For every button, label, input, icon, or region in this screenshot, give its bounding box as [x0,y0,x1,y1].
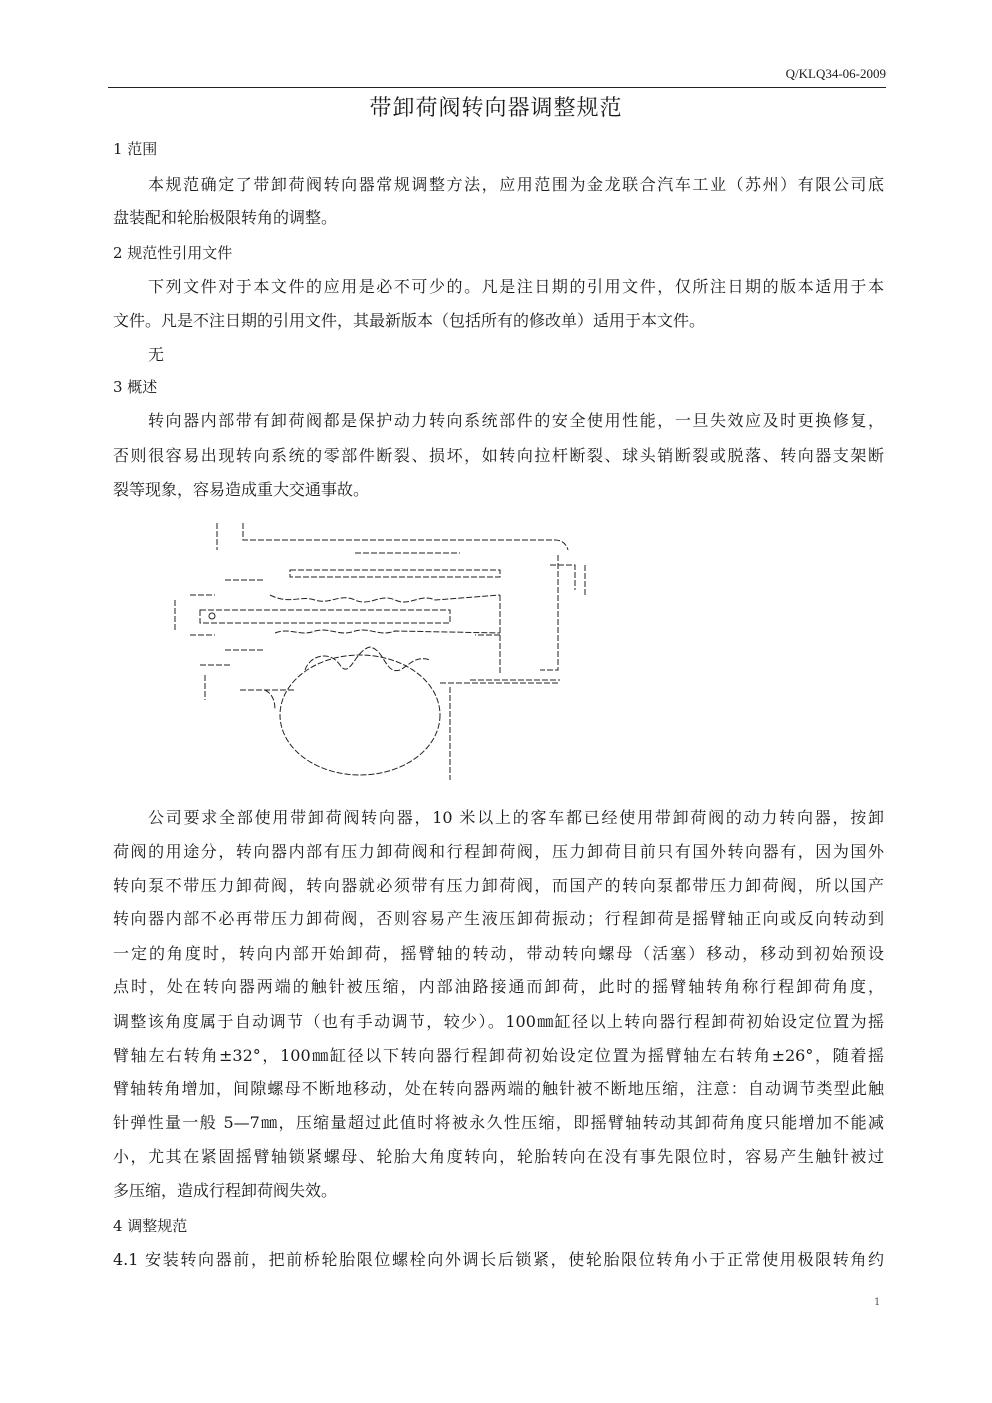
document-number: Q/KLQ34-06-2009 [785,66,886,81]
diagram-right-pipe [540,555,585,670]
diagram-sector-circle [280,655,440,775]
paragraph-line: 臂轴左右转角±32°，100㎜缸径以下转向器行程卸荷初始设定位置为摇臂轴左右转角±26°，随着摇 [113,1046,884,1065]
paragraph-line: 本规范确定了带卸荷阀转向器常规调整方法，应用范围为金龙联合汽车工业（苏州）有限公司底 [148,175,884,194]
diagram-housing-left [175,580,265,700]
diagram-base [240,683,560,780]
section-heading-adjustment: 4 调整规范 [113,1217,188,1235]
paragraph-line: 无 [148,345,165,364]
section-heading-overview: 3 概述 [113,378,158,396]
paragraph-line: 臂轴转角增加，间隙螺母不断地移动，处在转向器两端的触针被不断地压缩，注意：自动调节类型此触 [113,1079,884,1098]
diagram-housing-right [470,595,560,680]
paragraph-line: 否则很容易出现转向系统的零部件断裂、损坏，如转向拉杆断裂、球头销断裂或脱落、转向器支架断 [113,446,884,465]
paragraph-line: 调整该角度属于自动调节（也有手动调节，较少）。100㎜缸径以上转向器行程卸荷初始设定位置为摇 [113,1012,884,1031]
paragraph-line: 点时，处在转向器两端的触针被压缩，内部油路接通而卸荷，此时的摇臂轴转角称行程卸荷角度， [113,977,884,996]
paragraph-line: 文件。凡是不注日期的引用文件，其最新版本（包括所有的修改单）适用于本文件。 [113,311,706,330]
section-heading-scope: 1 范围 [113,140,158,158]
paragraph-line: 转向器内部带有卸荷阀都是保护动力转向系统部件的安全使用性能，一旦失效应及时更换修复， [148,411,884,430]
diagram-top-pipe [217,523,568,550]
paragraph-line: 针弹性量一般 5—7㎜，压缩量超过此值时将被永久性压缩，即摇臂轴转动其卸荷角度只能增加不能减 [113,1113,884,1132]
page-number: 1 [874,1297,881,1308]
paragraph-line: 4.1 安装转向器前，把前桥轮胎限位螺栓向外调长后锁紧，使轮胎限位转角小于正常使用极限转角约 [113,1250,884,1269]
diagram-lower-rack [275,630,500,633]
diagram-upper-rack [270,595,500,602]
paragraph-line: 小，尤其在紧固摇臂轴锁紧螺母、轮胎大角度转向，轮胎转向在没有事先限位时，容易产生触针被过 [113,1147,884,1166]
paragraph-line: 荷阀的用途分，转向器内部有压力卸荷阀和行程卸荷阀，压力卸荷目前只有国外转向器有，因为国外 [113,842,884,861]
diagram-sector-gear [305,647,430,671]
paragraph-line: 转向泵不带压力卸荷阀，转向器就必须带有压力卸荷阀，而国产的转向泵都带压力卸荷阀，所以国产 [113,876,884,895]
steering-gear-diagram [170,515,610,785]
header-rule [108,87,886,88]
diagram-upper-chamber [290,553,500,577]
diagram-piston-rod [200,610,450,623]
paragraph-line: 下列文件对于本文件的应用是必不可少的。凡是注日期的引用文件，仅所注日期的版本适用于本 [148,277,884,296]
paragraph-line: 盘装配和轮胎极限转角的调整。 [113,208,338,227]
paragraph-line: 多压缩，造成行程卸荷阀失效。 [113,1181,338,1200]
paragraph-line: 公司要求全部使用带卸荷阀转向器，10 米以上的客车都已经使用带卸荷阀的动力转向器，按卸 [148,808,884,827]
paragraph-line: 裂等现象，容易造成重大交通事故。 [113,480,370,499]
page-title: 带卸荷阀转向器调整规范 [369,96,623,121]
section-heading-references: 2 规范性引用文件 [113,244,233,262]
paragraph-line: 一定的角度时，转向内部开始卸荷，摇臂轴的转动，带动转向螺母（活塞）移动，移动到初始预设 [113,944,884,963]
paragraph-line: 转向器内部不必再带压力卸荷阀，否则容易产生液压卸荷振动；行程卸荷是摇臂轴正向或反向转动到 [113,909,884,928]
